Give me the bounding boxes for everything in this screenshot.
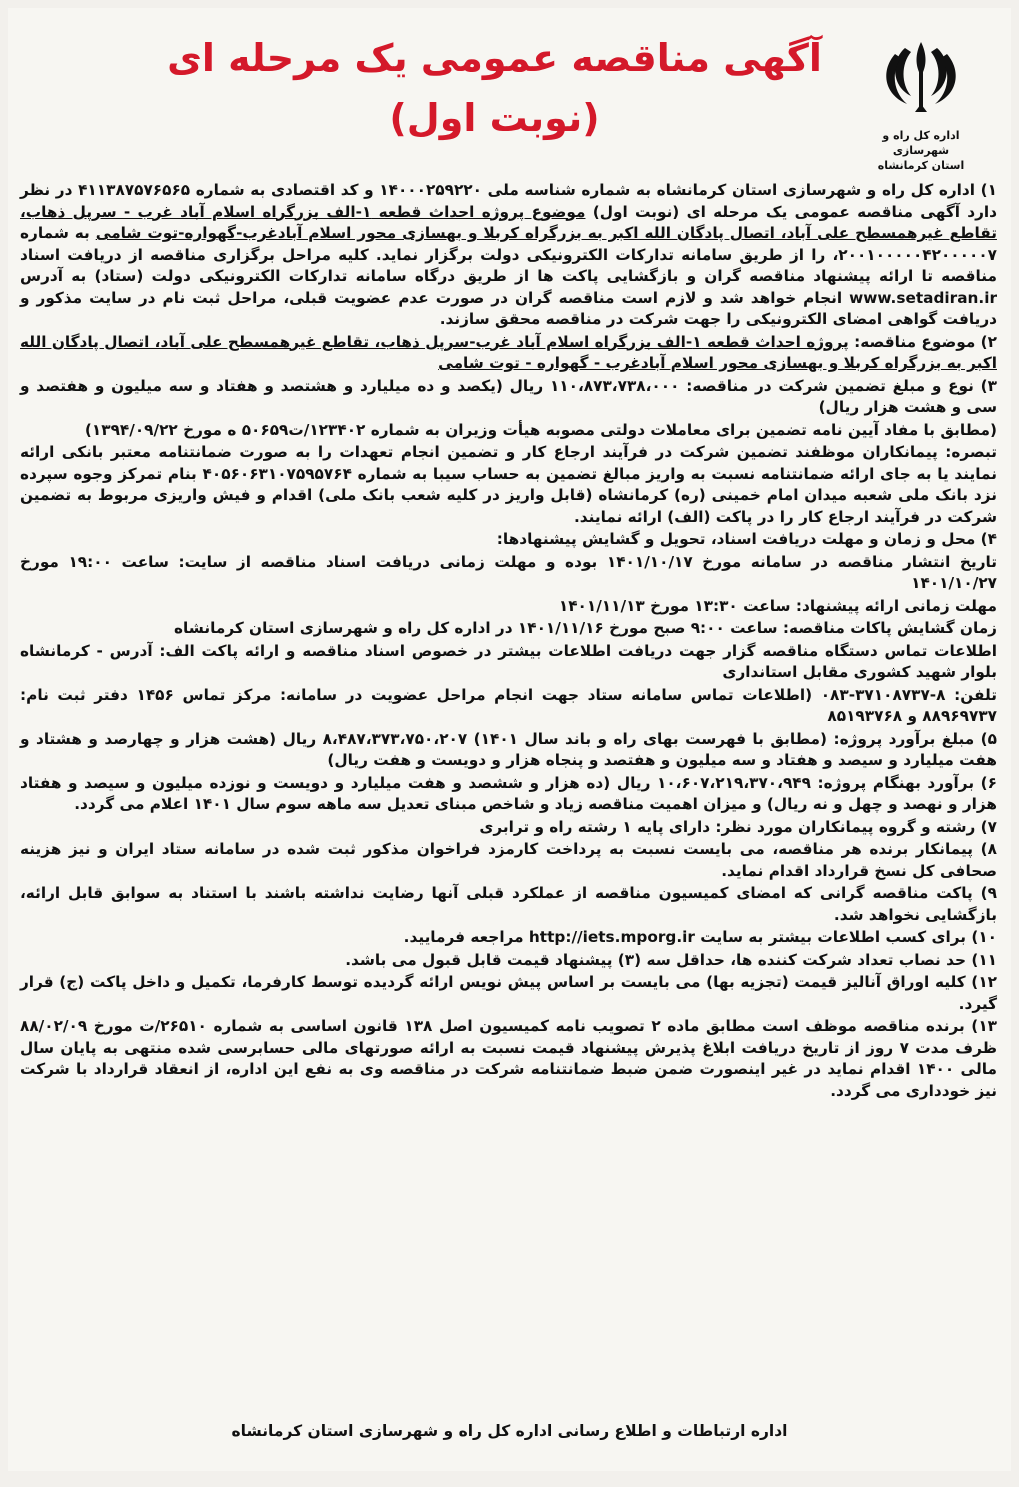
clause-4-opening: زمان گشایش پاکات مناقصه: ساعت ۹:۰۰ صبح مورخ ۱۴۰۱/۱۱/۱۶ در اداره کل راه و شهرسازی استان کرمانشاه [174, 619, 997, 637]
clause-13: ۱۳) برنده مناقصه موظف است مطابق ماده ۲ تصویب نامه کمیسیون اصل ۱۳۸ قانون اساسی به شماره ۲۶۵۱۰/ت مورخ ۸۸/۰۲/۰۹ ظرف مدت ۷ روز از تاریخ دریافت ابلاغ پذیرش پیشنهاد قیمت نسبت به ارائه صورتهای مالی حسابرسی شده منتهی به پایان سال مالی ۱۴۰۰ اقدام نماید در غیر اینصورت ضمن ضبط ضمانتنامه شرکت در مناقصه وی به نفع این اداره، از انعقاد قرارداد با شرکت نیز خودداری می گردد. [20, 1017, 997, 1100]
notice-footer: اداره ارتباطات و اطلاع رسانی اداره کل راه و شهرسازی استان کرمانشاه [231, 1422, 788, 1440]
org-line-2: استان کرمانشاه [877, 159, 965, 172]
clause-3-regulation: (مطابق با مفاد آیین نامه تضمین برای معاملات دولتی مصوبه هیأت وزیران به شماره ۱۲۳۴۰۲/ت۵۰۶۵۹ ه مورخ ۱۳۹۴/۰۹/۲۲) [84, 420, 997, 439]
clause-6: ۶) برآورد بهنگام پروژه: ۱۰،۶۰۷،۲۱۹،۳۷۰،۹۴۹ ریال (ده هزار و ششصد و هفت میلیارد و دویست و نوزده میلیون و سیصد و هفتاد هزار و نهصد و چهل و نه ریال) و میزان اهمیت مناقصه زیاد و شاخص مبنای تعدیل سه ماهه سوم سال ۱۴۰۱ اعلام می گردد. [20, 773, 997, 813]
clause-7: ۷) رشته و گروه پیمانکاران مورد نظر: دارای پایه ۱ رشته راه و ترابری [479, 817, 997, 836]
clause-5: ۵) مبلغ برآورد پروژه: (مطابق با فهرست بهای راه و باند سال ۱۴۰۱) ۸،۴۸۷،۳۷۳،۷۵۰،۲۰۷ ریال (هشت هزار و چهارصد و هشتاد و هفت میلیارد و سیصد و هفتاد و سه میلیون و هفتصد و پنجاه هزار و دویست و هفت ریال) [20, 729, 997, 769]
clause-1-intro: ۱) اداره کل راه و شهرسازی استان کرمانشاه به شماره شناسه ملی ۱۴۰۰۰۲۵۹۲۲۰ و کد اقتصادی به شماره ۴۱۱۳۸۷۵۷۶۵۶۵ در نظر دارد آگهی مناقصه عمومی یک مرحله ای (نوبت اول) [20, 181, 997, 221]
clause-4-phone: تلفن: ۸-۳۷۱۰۸۷۳۷-۰۸۳ (اطلاعات تماس سامانه ستاد جهت انجام مراحل عضویت در سامانه: مرکز تماس ۱۴۵۶ دفتر ثبت نام: ۸۸۹۶۹۷۳۷ و ۸۵۱۹۳۷۶۸ [20, 685, 997, 725]
clause-1-subject: موضوع پروژه احداث قطعه ۱-الف بزرگراه اسلام آباد غرب - سرپل ذهاب، تقاطع غیرهمسطح علی آباد، اتصال پادگان الله اکبر به بزرگراه کربلا و بهسازی محور اسلام آبادغرب-گهواره-توت شامی [20, 202, 997, 242]
title-line-2: (نوبت اول) [389, 96, 600, 140]
clause-8: ۸) پیمانکار برنده هر مناقصه، می بایست نسبت به پرداخت کارمزد فراخوان مذکور ثبت شده در سامانه ستاد ایران و نیز هزینه صحافی کل نسخ قرارداد اقدام نماید. [20, 840, 997, 880]
iran-emblem-icon [881, 38, 961, 116]
clause-4-deadline: مهلت زمانی ارائه پیشنهاد: ساعت ۱۳:۳۰ مورخ ۱۴۰۱/۱۱/۱۳ [558, 596, 997, 615]
clause-1-end: انجام خواهد شد و لازم است مناقصه گران در صورت عدم عضویت قبلی، مراحل ثبت نام در سایت مذکور و دریافت گواهی امضای الکترونیکی را جهت شرکت در مناقصه محقق سازند. [20, 288, 997, 328]
clause-11: ۱۱) حد نصاب تعداد شرکت کننده ها، حداقل سه (۳) پیشنهاد قیمت قابل قبول می باشد. [345, 950, 997, 969]
clause-10 [20, 927, 997, 949]
setadiran-link[interactable]: www.setadiran.ir [849, 288, 997, 307]
org-line-1: اداره کل راه و شهرسازی [882, 129, 960, 157]
clause-9: ۹) پاکت مناقصه گرانی که امضای کمیسیون مناقصه از عملکرد قبلی آنها رضایت نداشته باشند با استناد به سوابق قابل ارائه، بازگشایی نخواهد شد. [20, 884, 997, 924]
clause-3: ۳) نوع و مبلغ تضمین شرکت در مناقصه: ۱۱۰،۸۷۳،۷۳۸،۰۰۰ ریال (یکصد و ده میلیارد و هشتصد و هفتاد و سه میلیون و هفتصد و سی و هشت هزار ریال) [20, 376, 998, 416]
clause-10-text: ۱۰) برای کسب اطلاعات بیشتر به سایت [694, 928, 997, 946]
clause-3-note: تبصره: پیمانکاران موظفند تضمین شرکت در فرآیند ارجاع کار و تضمین انجام تعهدات را به صورت ضمانتنامه معتبر بانکی ارائه نمایند یا به جای ارائه ضمانتنامه نسبت به واریز مبالغ تضمین به حساب سیبا به شماره ۴۰۵۶۰۶۳۱۰۷۵۹۵۷۶۴ بنام تمرکز وجوه سپرده نزد بانک ملی شعبه میدان امام خمینی (ره) کرمانشاه (قابل واریز در کلیه شعب بانک ملی) اقدام و فیش واریزی مربوط به تضمین شرکت در فرآیند ارجاع کار را در پاکت (الف) ارائه نمایند. [20, 443, 998, 526]
clause-2-subject: پروژه احداث قطعه ۱-الف بزرگراه اسلام آباد غرب-سرپل ذهاب، تقاطع غیرهمسطح علی آباد، اتصال پادگان الله اکبر به بزرگراه کربلا و بهسازی محور اسلام آبادغرب - گهواره - توت شامی [20, 332, 997, 372]
notice-title [158, 28, 831, 148]
clause-4-contact: اطلاعات تماس دستگاه مناقصه گزار جهت دریافت اطلاعات بیشتر در خصوص اسناد مناقصه و ارائه پاکت الف: آدرس - کرمانشاه بلوار شهید کشوری مقابل استانداری [20, 641, 997, 681]
clause-12: ۱۲) کلیه اوراق آنالیز قیمت (تجزیه بها) می بایست بر اساس پیش نویس ارائه گردیده توسط کارفرما، تکمیل و داخل پاکت (ج) قرار گیرد. [20, 973, 997, 1013]
clause-1 [20, 180, 997, 331]
clause-2 [20, 332, 997, 375]
clause-1-text: به شماره ۲۰۰۱۰۰۰۰۰۴۲۰۰۰۰۰۷، را از طریق سامانه تدارکات الکترونیکی دولت برگزار نماید. کلیه مراحل برگزاری مناقصه از دریافت اسناد مناقصه تا ارائه پیشنهاد مناقصه گران و بازگشایی پاکت ها از طریق درگاه سامانه تدارکات الکترونیکی دولت (ستاد) به آدرس [20, 224, 997, 285]
iets-link[interactable]: http://iets.mporg.ir [528, 928, 695, 946]
title-line-1: آگهی مناقصه عمومی یک مرحله ای [167, 36, 822, 80]
clause-2-label: ۲) موضوع مناقصه: [848, 332, 997, 351]
notice-header [8, 8, 1011, 178]
clause-4: ۴) محل و زمان و مهلت دریافت اسناد، تحویل و گشایش پیشنهادها: [496, 530, 997, 548]
notice-body [20, 180, 997, 1103]
clause-10-end: مراجعه فرمایید. [403, 928, 529, 946]
tender-notice-page [8, 8, 1011, 1471]
clause-4-publish-date: تاریخ انتشار مناقصه در سامانه مورخ ۱۴۰۱/۱۰/۱۷ بوده و مهلت زمانی دریافت اسناد مناقصه از سایت: ساعت ۱۹:۰۰ مورخ ۱۴۰۱/۱۰/۲۷ [20, 552, 997, 592]
organization-name [859, 128, 983, 173]
